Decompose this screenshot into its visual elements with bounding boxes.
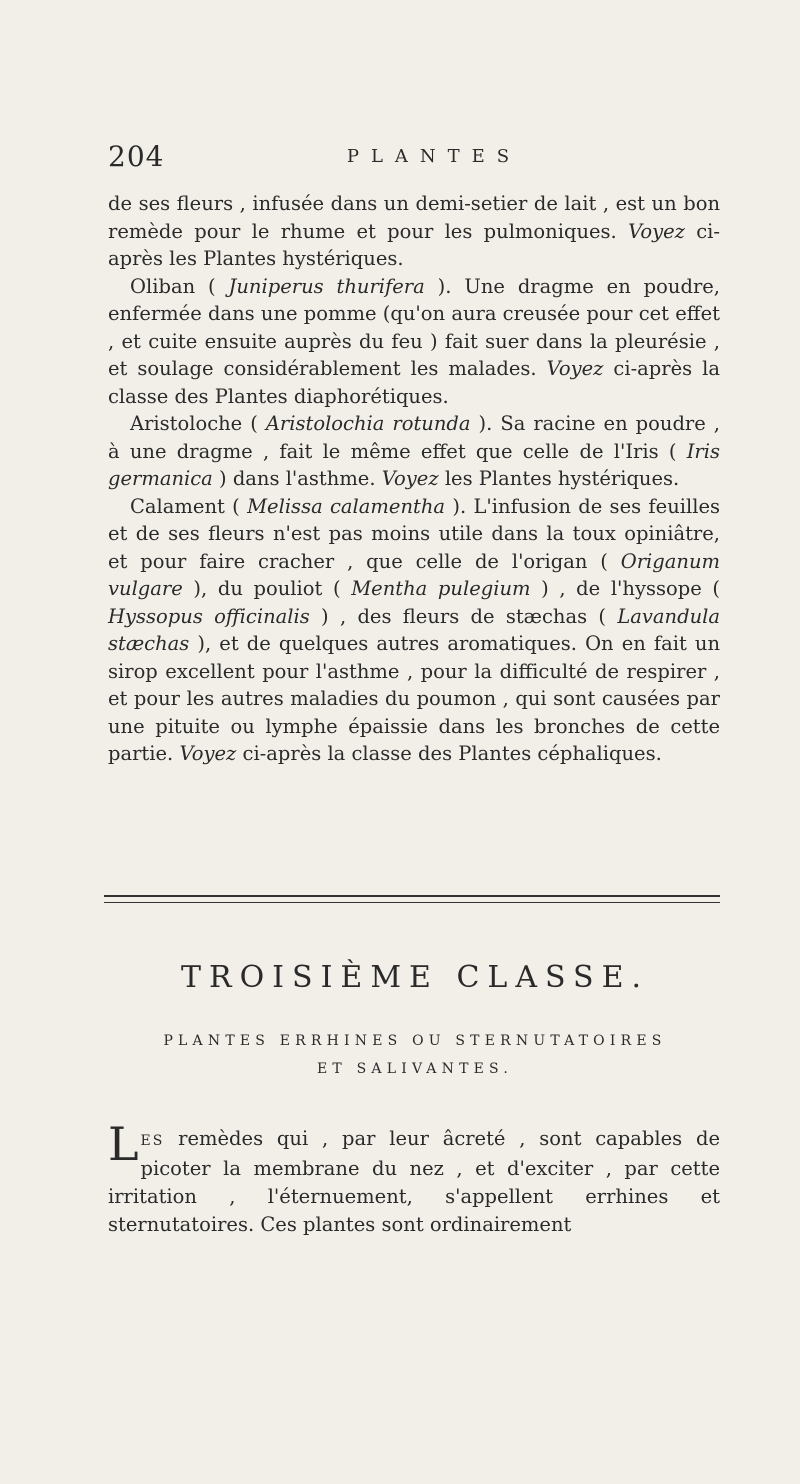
paragraph-continuation: de ses fleurs , infusée dans un demi-setier de lait , est un bon remède pour le rhume et pour les pulmoniques. Voyez ci-après les Plantes hystériques.	[108, 192, 720, 270]
section-title: TROISIÈME CLASSE.	[180, 960, 650, 995]
page-header	[108, 140, 720, 180]
intro-smallcaps: ES	[140, 1133, 165, 1149]
running-head: PLANTES	[346, 146, 522, 167]
drop-cap: L	[108, 1117, 139, 1171]
section-divider-thin	[104, 902, 720, 903]
paragraph-aristoloche: Aristoloche ( Aristolochia rotunda ). Sa racine en poudre , à une dragme , fait le même effet que celle de l'Iris ( Iris germanica ) dans l'asthme. Voyez les Plantes hystériques.	[108, 412, 720, 490]
section-intro-paragraph	[108, 1117, 720, 1239]
section-divider-thick	[104, 895, 720, 897]
page-number: 204	[108, 140, 165, 173]
paragraph-oliban: Oliban ( Juniperus thurifera ). Une dragme en poudre, enfermée dans une pomme (qu'on aura creusée pour cet effet , et cuite ensuite auprès du feu ) fait suer dans la pleurésie , et soulage considérablement les malades. Voyez ci-après la classe des Plantes diaphorétiques.	[108, 274, 720, 408]
intro-text: remèdes qui , par leur âcreté , sont capables de picoter la membrane du nez , et d'exciter , par cette irritation , l'éternuement, s'appellent errhines et sternutatoires. Ces plantes sont ordinairement	[108, 1127, 720, 1236]
section-subtitle-line1: PLANTES ERRHINES OU STERNUTATOIRES	[163, 1033, 667, 1049]
main-text	[108, 190, 720, 768]
paragraph-calament: Calament ( Melissa calamentha ). L'infusion de ses feuilles et de ses fleurs n'est pas moins utile dans la toux opiniâtre, et pour faire cracher , que celle de l'origan ( Origanum vulgare ), du pouliot ( Mentha pulegium ) , de l'hyssope ( Hyssopus officinalis ) , des fleurs de stæchas ( Lavandula stæchas ), et de quelques autres aromatiques. On en fait un sirop excellent pour l'asthme , pour la difficulté de respirer , et pour les autres maladies du poumon , qui sont causées par une pituite ou lymphe épaissie dans les bronches de cette partie. Voyez ci-après la classe des Plantes céphaliques.	[108, 494, 721, 765]
section-subtitle-line2: ET SALIVANTES.	[317, 1061, 513, 1077]
